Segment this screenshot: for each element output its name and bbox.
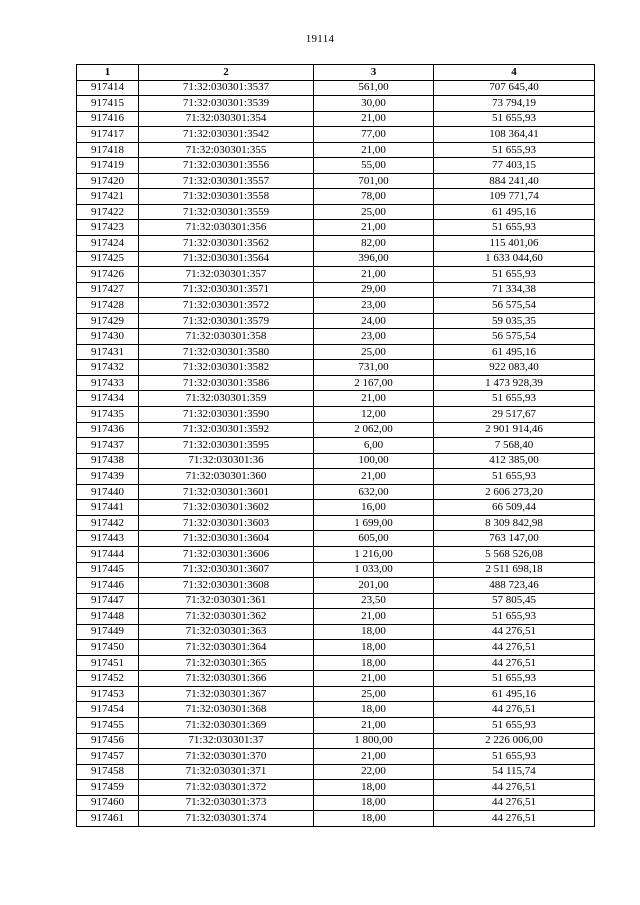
table-row [77, 298, 595, 314]
table-row [77, 640, 595, 656]
area-cell: 25,00 [314, 344, 434, 360]
cadastral-number-cell: 71:32:030301:3608 [139, 578, 314, 594]
value-cell: 44 276,51 [434, 795, 595, 811]
area-cell: 21,00 [314, 391, 434, 407]
row-number-cell: 917442 [77, 515, 139, 531]
area-cell: 30,00 [314, 96, 434, 112]
table-row [77, 96, 595, 112]
value-cell: 412 385,00 [434, 453, 595, 469]
area-cell: 78,00 [314, 189, 434, 205]
row-number-cell: 917428 [77, 298, 139, 314]
value-cell: 44 276,51 [434, 811, 595, 827]
value-cell: 59 035,35 [434, 313, 595, 329]
row-number-cell: 917453 [77, 686, 139, 702]
area-cell: 21,00 [314, 142, 434, 158]
table-row [77, 500, 595, 516]
table-header-row [77, 65, 595, 81]
table-row [77, 702, 595, 718]
cadastral-number-cell: 71:32:030301:354 [139, 111, 314, 127]
value-cell: 61 495,16 [434, 344, 595, 360]
value-cell: 51 655,93 [434, 111, 595, 127]
table-row [77, 562, 595, 578]
table-row [77, 484, 595, 500]
column-header-1: 1 [77, 65, 139, 81]
value-cell: 54 115,74 [434, 764, 595, 780]
row-number-cell: 917434 [77, 391, 139, 407]
cadastral-number-cell: 71:32:030301:358 [139, 329, 314, 345]
cadastral-number-cell: 71:32:030301:365 [139, 655, 314, 671]
row-number-cell: 917427 [77, 282, 139, 298]
table-row [77, 142, 595, 158]
area-cell: 82,00 [314, 236, 434, 252]
cadastral-number-cell: 71:32:030301:3582 [139, 360, 314, 376]
area-cell: 396,00 [314, 251, 434, 267]
cadastral-number-cell: 71:32:030301:36 [139, 453, 314, 469]
value-cell: 2 606 273,20 [434, 484, 595, 500]
value-cell: 61 495,16 [434, 204, 595, 220]
value-cell: 51 655,93 [434, 267, 595, 283]
area-cell: 18,00 [314, 640, 434, 656]
table-row [77, 531, 595, 547]
cadastral-number-cell: 71:32:030301:3592 [139, 422, 314, 438]
table-row [77, 578, 595, 594]
cadastral-number-cell: 71:32:030301:356 [139, 220, 314, 236]
column-header-2: 2 [139, 65, 314, 81]
row-number-cell: 917432 [77, 360, 139, 376]
area-cell: 77,00 [314, 127, 434, 143]
area-cell: 29,00 [314, 282, 434, 298]
value-cell: 884 241,40 [434, 173, 595, 189]
row-number-cell: 917430 [77, 329, 139, 345]
cadastral-number-cell: 71:32:030301:3606 [139, 546, 314, 562]
cadastral-number-cell: 71:32:030301:3590 [139, 407, 314, 423]
value-cell: 2 901 914,46 [434, 422, 595, 438]
row-number-cell: 917441 [77, 500, 139, 516]
cadastral-number-cell: 71:32:030301:3595 [139, 438, 314, 454]
value-cell: 51 655,93 [434, 142, 595, 158]
area-cell: 201,00 [314, 578, 434, 594]
area-cell: 12,00 [314, 407, 434, 423]
table-row [77, 733, 595, 749]
area-cell: 21,00 [314, 749, 434, 765]
cadastral-number-cell: 71:32:030301:368 [139, 702, 314, 718]
area-cell: 21,00 [314, 469, 434, 485]
row-number-cell: 917417 [77, 127, 139, 143]
row-number-cell: 917422 [77, 204, 139, 220]
table-row [77, 391, 595, 407]
cadastral-number-cell: 71:32:030301:357 [139, 267, 314, 283]
table-row [77, 173, 595, 189]
row-number-cell: 917454 [77, 702, 139, 718]
value-cell: 109 771,74 [434, 189, 595, 205]
row-number-cell: 917425 [77, 251, 139, 267]
table-row [77, 267, 595, 283]
row-number-cell: 917414 [77, 80, 139, 96]
area-cell: 18,00 [314, 624, 434, 640]
row-number-cell: 917436 [77, 422, 139, 438]
table-row [77, 469, 595, 485]
cadastral-number-cell: 71:32:030301:359 [139, 391, 314, 407]
row-number-cell: 917438 [77, 453, 139, 469]
value-cell: 707 645,40 [434, 80, 595, 96]
row-number-cell: 917449 [77, 624, 139, 640]
value-cell: 763 147,00 [434, 531, 595, 547]
table-row [77, 764, 595, 780]
area-cell: 18,00 [314, 702, 434, 718]
cadastral-number-cell: 71:32:030301:3564 [139, 251, 314, 267]
row-number-cell: 917424 [77, 236, 139, 252]
area-cell: 18,00 [314, 655, 434, 671]
cadastral-number-cell: 71:32:030301:3562 [139, 236, 314, 252]
area-cell: 21,00 [314, 671, 434, 687]
value-cell: 73 794,19 [434, 96, 595, 112]
value-cell: 57 805,45 [434, 593, 595, 609]
value-cell: 51 655,93 [434, 391, 595, 407]
value-cell: 51 655,93 [434, 220, 595, 236]
area-cell: 21,00 [314, 220, 434, 236]
row-number-cell: 917448 [77, 609, 139, 625]
table-row [77, 811, 595, 827]
cadastral-number-cell: 71:32:030301:3607 [139, 562, 314, 578]
registry-table [76, 64, 595, 827]
cadastral-number-cell: 71:32:030301:373 [139, 795, 314, 811]
table-row [77, 329, 595, 345]
table-row [77, 795, 595, 811]
cadastral-number-cell: 71:32:030301:3586 [139, 375, 314, 391]
cadastral-number-cell: 71:32:030301:3556 [139, 158, 314, 174]
value-cell: 488 723,46 [434, 578, 595, 594]
cadastral-number-cell: 71:32:030301:355 [139, 142, 314, 158]
value-cell: 51 655,93 [434, 671, 595, 687]
area-cell: 18,00 [314, 811, 434, 827]
table-row [77, 609, 595, 625]
cadastral-number-cell: 71:32:030301:3580 [139, 344, 314, 360]
row-number-cell: 917421 [77, 189, 139, 205]
area-cell: 632,00 [314, 484, 434, 500]
row-number-cell: 917440 [77, 484, 139, 500]
value-cell: 5 568 526,08 [434, 546, 595, 562]
table-row [77, 360, 595, 376]
table-row [77, 204, 595, 220]
row-number-cell: 917450 [77, 640, 139, 656]
table-row [77, 453, 595, 469]
row-number-cell: 917426 [77, 267, 139, 283]
table-row [77, 593, 595, 609]
area-cell: 605,00 [314, 531, 434, 547]
value-cell: 77 403,15 [434, 158, 595, 174]
value-cell: 51 655,93 [434, 609, 595, 625]
table-row [77, 422, 595, 438]
value-cell: 7 568,40 [434, 438, 595, 454]
area-cell: 24,00 [314, 313, 434, 329]
row-number-cell: 917460 [77, 795, 139, 811]
cadastral-number-cell: 71:32:030301:3571 [139, 282, 314, 298]
page-number: 19114 [305, 33, 335, 45]
value-cell: 44 276,51 [434, 624, 595, 640]
value-cell: 44 276,51 [434, 780, 595, 796]
cadastral-number-cell: 71:32:030301:370 [139, 749, 314, 765]
area-cell: 1 800,00 [314, 733, 434, 749]
area-cell: 2 167,00 [314, 375, 434, 391]
area-cell: 731,00 [314, 360, 434, 376]
table-row [77, 780, 595, 796]
table-row [77, 749, 595, 765]
area-cell: 16,00 [314, 500, 434, 516]
cadastral-number-cell: 71:32:030301:369 [139, 717, 314, 733]
value-cell: 1 633 044,60 [434, 251, 595, 267]
row-number-cell: 917439 [77, 469, 139, 485]
cadastral-number-cell: 71:32:030301:3537 [139, 80, 314, 96]
table-row [77, 624, 595, 640]
cadastral-number-cell: 71:32:030301:362 [139, 609, 314, 625]
area-cell: 23,00 [314, 298, 434, 314]
table-row [77, 111, 595, 127]
table-row [77, 515, 595, 531]
row-number-cell: 917416 [77, 111, 139, 127]
area-cell: 6,00 [314, 438, 434, 454]
value-cell: 51 655,93 [434, 749, 595, 765]
row-number-cell: 917445 [77, 562, 139, 578]
row-number-cell: 917446 [77, 578, 139, 594]
cadastral-number-cell: 71:32:030301:3604 [139, 531, 314, 547]
row-number-cell: 917447 [77, 593, 139, 609]
column-header-3: 3 [314, 65, 434, 81]
table-body [77, 80, 595, 826]
area-cell: 21,00 [314, 267, 434, 283]
value-cell: 2 226 006,00 [434, 733, 595, 749]
column-header-4: 4 [434, 65, 595, 81]
row-number-cell: 917420 [77, 173, 139, 189]
cadastral-number-cell: 71:32:030301:361 [139, 593, 314, 609]
table-row [77, 220, 595, 236]
value-cell: 115 401,06 [434, 236, 595, 252]
row-number-cell: 917418 [77, 142, 139, 158]
area-cell: 55,00 [314, 158, 434, 174]
value-cell: 56 575,54 [434, 329, 595, 345]
area-cell: 2 062,00 [314, 422, 434, 438]
area-cell: 1 699,00 [314, 515, 434, 531]
value-cell: 44 276,51 [434, 655, 595, 671]
cadastral-number-cell: 71:32:030301:3539 [139, 96, 314, 112]
cadastral-number-cell: 71:32:030301:374 [139, 811, 314, 827]
cadastral-number-cell: 71:32:030301:3558 [139, 189, 314, 205]
cadastral-number-cell: 71:32:030301:367 [139, 686, 314, 702]
cadastral-number-cell: 71:32:030301:37 [139, 733, 314, 749]
cadastral-number-cell: 71:32:030301:363 [139, 624, 314, 640]
value-cell: 66 509,44 [434, 500, 595, 516]
row-number-cell: 917451 [77, 655, 139, 671]
row-number-cell: 917429 [77, 313, 139, 329]
cadastral-number-cell: 71:32:030301:371 [139, 764, 314, 780]
table-row [77, 189, 595, 205]
table-row [77, 344, 595, 360]
value-cell: 51 655,93 [434, 717, 595, 733]
cadastral-number-cell: 71:32:030301:3601 [139, 484, 314, 500]
row-number-cell: 917431 [77, 344, 139, 360]
area-cell: 18,00 [314, 795, 434, 811]
table-row [77, 251, 595, 267]
row-number-cell: 917433 [77, 375, 139, 391]
cadastral-number-cell: 71:32:030301:372 [139, 780, 314, 796]
area-cell: 701,00 [314, 173, 434, 189]
cadastral-number-cell: 71:32:030301:3602 [139, 500, 314, 516]
area-cell: 1 216,00 [314, 546, 434, 562]
cadastral-number-cell: 71:32:030301:3603 [139, 515, 314, 531]
table-row [77, 313, 595, 329]
row-number-cell: 917455 [77, 717, 139, 733]
row-number-cell: 917458 [77, 764, 139, 780]
row-number-cell: 917452 [77, 671, 139, 687]
row-number-cell: 917443 [77, 531, 139, 547]
area-cell: 25,00 [314, 686, 434, 702]
value-cell: 71 334,38 [434, 282, 595, 298]
table-row [77, 546, 595, 562]
area-cell: 22,00 [314, 764, 434, 780]
table-row [77, 158, 595, 174]
area-cell: 23,50 [314, 593, 434, 609]
value-cell: 56 575,54 [434, 298, 595, 314]
row-number-cell: 917456 [77, 733, 139, 749]
row-number-cell: 917461 [77, 811, 139, 827]
row-number-cell: 917459 [77, 780, 139, 796]
value-cell: 51 655,93 [434, 469, 595, 485]
row-number-cell: 917437 [77, 438, 139, 454]
cadastral-number-cell: 71:32:030301:3557 [139, 173, 314, 189]
table-row [77, 686, 595, 702]
cadastral-number-cell: 71:32:030301:3572 [139, 298, 314, 314]
area-cell: 23,00 [314, 329, 434, 345]
row-number-cell: 917423 [77, 220, 139, 236]
value-cell: 922 083,40 [434, 360, 595, 376]
value-cell: 44 276,51 [434, 702, 595, 718]
cadastral-number-cell: 71:32:030301:360 [139, 469, 314, 485]
cadastral-number-cell: 71:32:030301:3579 [139, 313, 314, 329]
table-row [77, 80, 595, 96]
area-cell: 18,00 [314, 780, 434, 796]
table-row [77, 671, 595, 687]
table-row [77, 282, 595, 298]
area-cell: 21,00 [314, 111, 434, 127]
table-row [77, 438, 595, 454]
table-row [77, 127, 595, 143]
cadastral-number-cell: 71:32:030301:366 [139, 671, 314, 687]
value-cell: 1 473 928,39 [434, 375, 595, 391]
area-cell: 100,00 [314, 453, 434, 469]
cadastral-number-cell: 71:32:030301:3559 [139, 204, 314, 220]
area-cell: 1 033,00 [314, 562, 434, 578]
table-row [77, 717, 595, 733]
value-cell: 108 364,41 [434, 127, 595, 143]
value-cell: 44 276,51 [434, 640, 595, 656]
row-number-cell: 917435 [77, 407, 139, 423]
value-cell: 29 517,67 [434, 407, 595, 423]
row-number-cell: 917444 [77, 546, 139, 562]
area-cell: 21,00 [314, 717, 434, 733]
area-cell: 21,00 [314, 609, 434, 625]
area-cell: 25,00 [314, 204, 434, 220]
table-row [77, 375, 595, 391]
row-number-cell: 917419 [77, 158, 139, 174]
cadastral-number-cell: 71:32:030301:364 [139, 640, 314, 656]
table-row [77, 655, 595, 671]
row-number-cell: 917457 [77, 749, 139, 765]
cadastral-number-cell: 71:32:030301:3542 [139, 127, 314, 143]
table-row [77, 236, 595, 252]
value-cell: 8 309 842,98 [434, 515, 595, 531]
value-cell: 61 495,16 [434, 686, 595, 702]
area-cell: 561,00 [314, 80, 434, 96]
row-number-cell: 917415 [77, 96, 139, 112]
value-cell: 2 511 698,18 [434, 562, 595, 578]
table-row [77, 407, 595, 423]
